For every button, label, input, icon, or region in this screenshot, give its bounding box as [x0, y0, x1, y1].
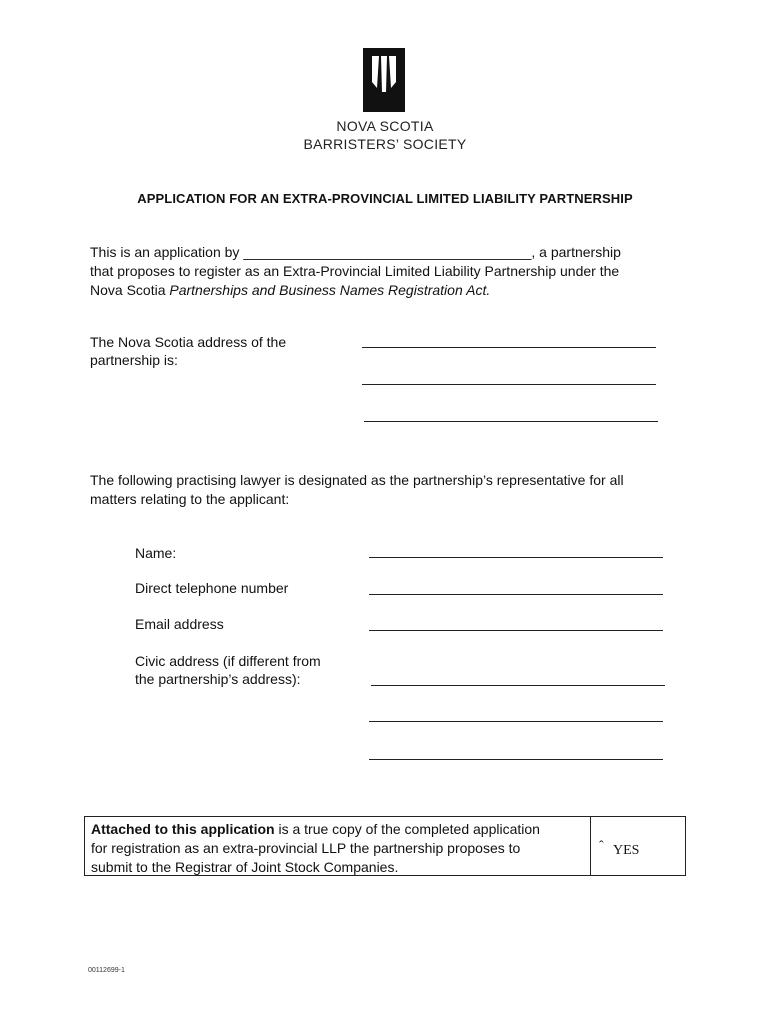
logo-line-2: BARRISTERS’ SOCIETY	[303, 136, 467, 152]
address-line-1[interactable]	[362, 347, 656, 348]
phone-label: Direct telephone number	[135, 580, 289, 596]
intro-prefix: This is an application by	[90, 244, 240, 260]
address-label	[90, 333, 286, 369]
yes-label: YES	[613, 843, 640, 858]
address-line-2[interactable]	[362, 384, 656, 385]
document-id: 00112699-1	[88, 967, 125, 974]
applicant-name-blank[interactable]: _____________________________________	[243, 244, 532, 260]
attachment-box	[84, 816, 686, 876]
phone-line[interactable]	[369, 594, 663, 595]
form-title: APPLICATION FOR AN EXTRA-PROVINCIAL LIMITED LIABILITY PARTNERSHIP	[137, 191, 633, 206]
intro-line-3: Nova Scotia	[90, 282, 170, 298]
civic-label-line-2: the partnership’s address):	[135, 671, 301, 687]
civic-address-line-2[interactable]	[369, 721, 663, 722]
email-label: Email address	[135, 616, 224, 632]
attachment-statement	[85, 817, 591, 875]
logo-line-1: NOVA SCOTIA	[336, 118, 434, 134]
address-label-line-1: The Nova Scotia address of the	[90, 334, 287, 350]
address-line-3[interactable]	[364, 421, 658, 422]
address-label-line-2: partnership is:	[90, 352, 178, 368]
civic-address-line-1[interactable]	[371, 685, 665, 686]
attachment-line-2: for registration as an extra-provincial LLP the partnership proposes to	[91, 840, 521, 856]
civic-label-line-1: Civic address (if different from	[135, 653, 321, 669]
designation-line-1: The following practising lawyer is designated as the partnership’s representative for all	[90, 472, 624, 488]
attachment-line-3: submit to the Registrar of Joint Stock Companies.	[91, 859, 399, 875]
intro-paragraph	[90, 243, 690, 300]
yes-cell	[591, 817, 685, 875]
intro-suffix: , a partnership	[531, 244, 621, 260]
robe-collar-icon	[363, 48, 405, 112]
attachment-line-1: is a true copy of the completed application	[274, 821, 540, 837]
civic-address-line-3[interactable]	[369, 759, 663, 760]
attachment-bold: Attached to this application	[91, 821, 275, 837]
checkbox-glyph[interactable]: ˆ	[599, 839, 604, 854]
act-name: Partnerships and Business Names Registration Act.	[169, 282, 491, 298]
civic-address-label	[135, 652, 321, 688]
designation-paragraph	[90, 471, 690, 509]
email-line[interactable]	[369, 630, 663, 631]
designation-line-2: matters relating to the applicant:	[90, 491, 290, 507]
name-label: Name:	[135, 545, 177, 561]
name-line[interactable]	[369, 557, 663, 558]
intro-line-2: that proposes to register as an Extra-Provincial Limited Liability Partnership under the	[90, 263, 620, 279]
